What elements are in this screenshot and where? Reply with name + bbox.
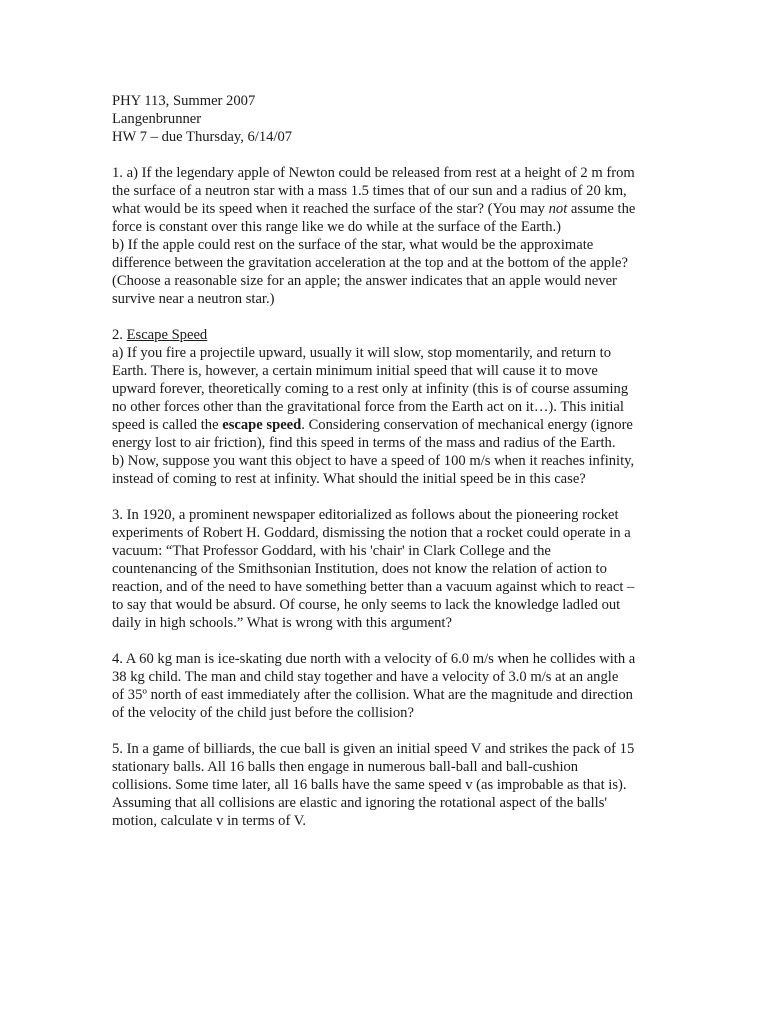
course-title: PHY 113, Summer 2007 [112,93,256,109]
problem-line: stationary balls. All 16 balls then engage in numerous ball-ball and ball-cushion [112,759,579,775]
problem-line: instead of coming to rest at infinity. What should the initial speed be in this case? [112,471,586,487]
document-header [112,92,657,146]
instructor-name: Langenbrunner [112,111,202,127]
problem-line: daily in high schools.” What is wrong with this argument? [112,615,452,631]
problem-1 [112,164,657,308]
problem-line: the surface of a neutron star with a mass 1.5 times that of our sun and a radius of 20 km, [112,183,627,199]
problem-line: b) Now, suppose you want this object to have a speed of 100 m/s when it reaches infinity, [112,453,635,469]
problem-number: 2. [112,327,127,343]
problem-line: 3. In 1920, a prominent newspaper editorialized as follows about the pioneering rocket [112,507,619,523]
problem-line: b) If the apple could rest on the surface of the star, what would be the approximate [112,237,594,253]
problem-line [112,416,657,434]
paragraph-gap [112,488,657,506]
homework-text [112,92,657,830]
problem-5 [112,740,657,830]
problem-line: collisions. Some time later, all 16 balls have the same speed v (as improbable as that is). [112,777,627,793]
problem-2 [112,326,657,488]
problem-line: upward forever, theoretically coming to a rest only at infinity (this is of course assuming [112,381,629,397]
paragraph-gap [112,308,657,326]
problem-text: what would be its speed when it reached the surface of the star? (You may [112,201,549,217]
problem-line: a) If you fire a projectile upward, usually it will slow, stop momentarily, and return to [112,345,612,361]
problem-text: assume the [567,201,636,217]
problem-line: to say that would be absurd. Of course, he only seems to lack the knowledge ladled out [112,597,621,613]
problem-line: vacuum: “That Professor Goddard, with his 'chair' in Clark College and the [112,543,551,559]
problem-line: 1. a) If the legendary apple of Newton could be released from rest at a height of 2 m from [112,165,635,181]
problem-3 [112,506,657,632]
problem-line: survive near a neutron star.) [112,291,275,307]
problem-line: of the velocity of the child just before the collision? [112,705,414,721]
problem-line: (Choose a reasonable size for an apple; the answer indicates that an apple would never [112,273,617,289]
problem-line: countenancing of the Smithsonian Institution, does not know the relation of action to [112,561,607,577]
problem-line: experiments of Robert H. Goddard, dismissing the notion that a rocket could operate in a [112,525,631,541]
problem-line: 4. A 60 kg man is ice-skating due north with a velocity of 6.0 m/s when he collides with a [112,651,636,667]
problem-line: motion, calculate v in terms of V. [112,813,307,829]
problem-line [112,200,657,218]
paragraph-gap [112,146,657,164]
problem-text: speed is called the [112,417,223,433]
emphasis-not: not [548,201,568,217]
problem-line: reaction, and of the need to have something better than a vacuum against which to react – [112,579,635,595]
problem-heading: Escape Speed [126,327,208,343]
problem-4 [112,650,657,722]
paragraph-gap [112,722,657,740]
problem-line: energy lost to air friction), find this speed in terms of the mass and radius of the Earth. [112,435,616,451]
bold-term: escape speed [222,417,302,433]
problem-line: of 35º north of east immediately after the collision. What are the magnitude and direction [112,687,633,703]
paragraph-gap [112,632,657,650]
problem-line: 38 kg child. The man and child stay together and have a velocity of 3.0 m/s at an angle [112,669,619,685]
problem-line: no other forces other than the gravitational force from the Earth act on it…). This initial [112,399,624,415]
problem-line [112,326,657,344]
problem-text: . Considering conservation of mechanical energy (ignore [301,417,633,433]
problem-line: force is constant over this range like we do while at the surface of the Earth.) [112,219,561,235]
problem-line: Earth. There is, however, a certain minimum initial speed that will cause it to move [112,363,598,379]
problem-line: Assuming that all collisions are elastic and ignoring the rotational aspect of the balls' [112,795,608,811]
problem-line: 5. In a game of billiards, the cue ball is given an initial speed V and strikes the pack of 15 [112,741,635,757]
problem-line: difference between the gravitation acceleration at the top and at the bottom of the apple? [112,255,628,271]
assignment-title: HW 7 – due Thursday, 6/14/07 [112,129,293,145]
